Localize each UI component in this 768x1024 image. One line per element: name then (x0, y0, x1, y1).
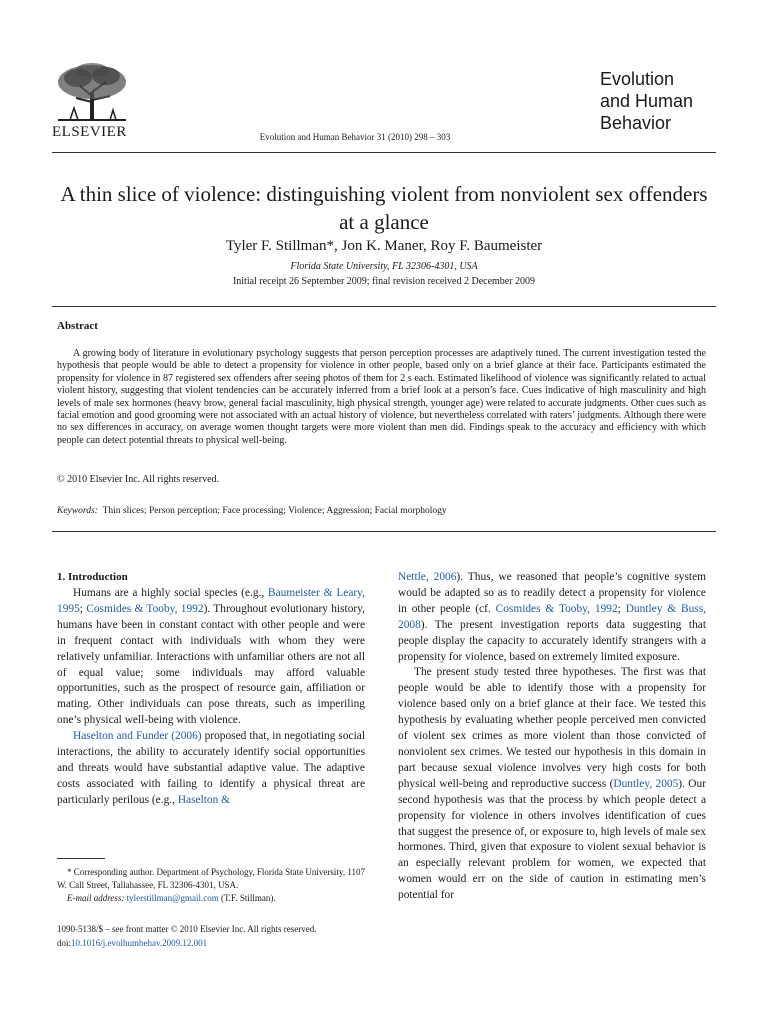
left-column (57, 586, 365, 809)
footnote-divider (57, 858, 105, 859)
text-run: ; (617, 602, 626, 615)
keywords-label: Keywords: (57, 506, 98, 516)
imprint (57, 922, 365, 950)
section-heading-introduction: 1. Introduction (57, 571, 128, 583)
author-list: Tyler F. Stillman*, Jon K. Maner, Roy F. Baumeister (225, 238, 543, 254)
text-run: ). Throughout evolutionary history, humans have been in constant contact with other people and were in frequent contact with individuals with whom they were relatively unfamiliar. Interactions with unfamiliar others are not all of equal value; some individuals may afford valuable opportunities, such as the prospect of resource gain, affiliation or mating. Other individuals can pose threats, such as imperiling one’s physical well-being with violence. (57, 602, 365, 727)
citation-link[interactable]: Nettle, 2006 (398, 571, 457, 583)
corresponding-author-note: * Corresponding author. Department of Psychology, Florida State University, 1107 W. Call Street, Tallahassee, FL 32306-4301, USA. (57, 867, 365, 890)
citation-link[interactable]: Duntley & Buss, 2008 (398, 602, 707, 631)
intro-paragraph-2 (57, 729, 365, 809)
journal-brand (600, 68, 693, 134)
citation-link[interactable]: Cosmides & Tooby, 1992 (495, 602, 618, 615)
abstract-heading: Abstract (57, 320, 98, 332)
citation-link[interactable]: Haselton and Funder (2006) (73, 730, 202, 743)
keywords (57, 506, 447, 516)
affiliation: Florida State University, FL 32306-4301, USA (290, 261, 478, 272)
brand-line-2: and Human (600, 91, 694, 111)
keywords-list: Thin slices; Person perception; Face processing; Violence; Aggression; Facial morphology (102, 506, 447, 516)
email-link[interactable]: tylerstillman@gmail.com (126, 893, 219, 903)
intro-paragraph-1 (57, 586, 365, 729)
email-label: E-mail address: (67, 893, 125, 903)
right-paragraph-1 (398, 570, 706, 665)
brand-line-1: Evolution (600, 69, 675, 89)
citation-link[interactable]: Haselton & (177, 793, 231, 806)
right-column (398, 570, 706, 904)
article-title: A thin slice of violence: distinguishing violent from nonviolent sex offenders at a glance (60, 182, 708, 234)
text-run: ). The present investigation reports data suggesting that people display the capacity to accurately identify strangers with a propensity for violence, based on extremely limited exposure. (398, 618, 706, 663)
elsevier-tree-logo (52, 62, 132, 122)
header-divider (52, 152, 716, 153)
right-paragraph-2 (398, 665, 706, 904)
journal-citation: Evolution and Human Behavior 31 (2010) 298 – 303 (259, 132, 451, 142)
doi-line (57, 936, 365, 950)
text-run: The present study tested three hypotheses. The first was that people would be able to identify those with a propensity for violence based only on a brief glance at their face. We tested this hypothesis by evaluating whether people perceived men convicted of violent sex crimes as more violent than those convicted of nonviolent sex crimes. We tested our hypothesis in this domain in part because sexual violence involves very high costs for both physical well-being and reproductive success ( (398, 666, 706, 790)
received-dates: Initial receipt 26 September 2009; final revision received 2 December 2009 (232, 276, 536, 287)
abstract-body: A growing body of literature in evolutionary psychology suggests that person perception processes are adaptively tuned. The current investigation tested the hypothesis that people would be able to detect a propensity for violence in other people, based only on a brief glance at their face. Participants estimated the propensity for violence in 87 registered sex offenders after seeing photos of them for 2 s each. Estimated likelihood of violence was significantly related to actual violent history, suggesting that violent tendencies can be accurately inferred from a brief look at a person’s face. Cues indicative of high masculinity and high levels of male sex hormones (heavy brow, general facial masculinity, high physical strength, younger age) were related to accurate judgments. Other cues such as facial emotion and good grooming were not associated with an actual history of violence, but nevertheless correlated with raters’ judgments. Although there were no sex differences in accuracy, on average women thought targets were more violent than men did. Findings speak to the accuracy and efficiency with which people can detect potential threats to physical well-being. (57, 348, 706, 446)
doi-prefix: doi: (57, 938, 72, 948)
publisher-name: ELSEVIER (52, 124, 127, 140)
footnote (57, 866, 365, 905)
text-run: Humans are a highly social species (e.g., (73, 587, 269, 599)
issn-line: 1090-5138/$ – see front matter © 2010 Elsevier Inc. All rights reserved. (57, 924, 317, 934)
text-run: proposed that, in negotiating social interactions, the ability to accurately identify social opportunities and threats would have substantial adaptive value. The adaptive costs associated with failing to identify a physical threat are particularly perilous (e.g., (57, 730, 365, 806)
brand-line-3: Behavior (600, 113, 672, 133)
email-suffix: (T.F. Stillman). (218, 893, 276, 903)
abstract-copyright: © 2010 Elsevier Inc. All rights reserved. (57, 474, 220, 485)
citation-link[interactable]: Baumeister & Leary, 1995 (57, 587, 365, 615)
text-run: ). Our second hypothesis was that the process by which people detect a propensity for violence in others involves identification of cues that suggest the presence of, or exposure to, high levels of male sex hormones. Third, given that exposure to violent sexual behavior is an especially relevant problem for women, we expected that women would err on the side of caution in estimating men’s potential for (398, 777, 706, 902)
doi-link[interactable]: 10.1016/j.evolhumbehav.2009.12.001 (71, 938, 208, 948)
citation-link[interactable]: Duntley, 2005 (613, 777, 679, 790)
email-line (57, 892, 365, 905)
citation-link[interactable]: Cosmides & Tooby, 1992 (86, 602, 204, 615)
text-run: ). Thus, we reasoned that people’s cognitive system would be adapted so as to readily detect a propensity for violence in other people (cf. (398, 571, 706, 615)
text-run: ; (79, 602, 87, 615)
